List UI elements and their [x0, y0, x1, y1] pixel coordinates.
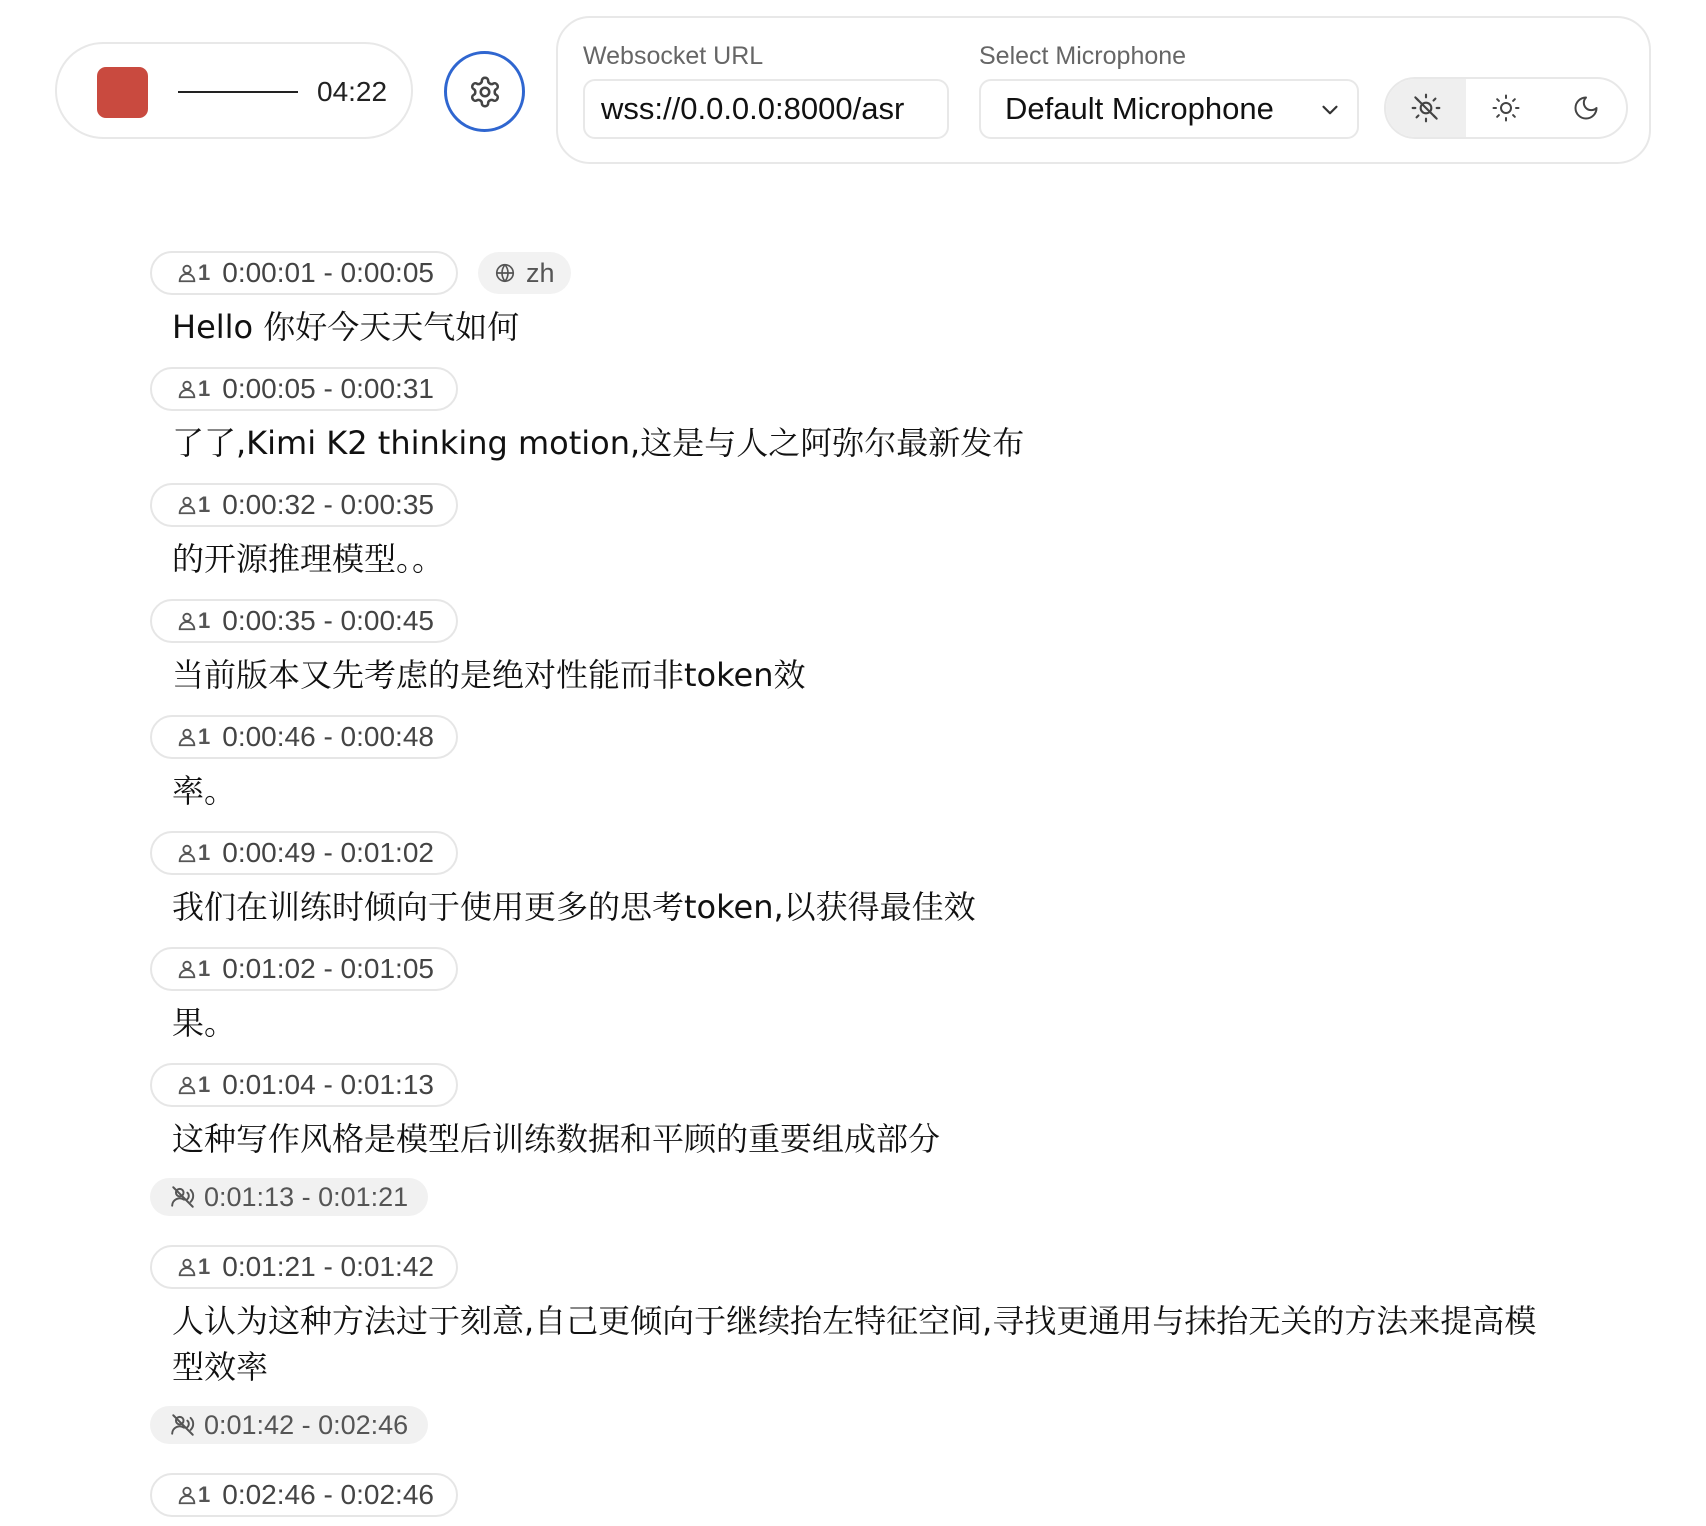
speaker-time-badge: [150, 251, 458, 295]
user-icon: [176, 1074, 198, 1096]
silence-range-text: 0:01:42 - 0:02:46: [204, 1409, 409, 1440]
system-theme-icon: [1410, 92, 1442, 124]
transcript-list: [150, 250, 1550, 1526]
speaker-label: [176, 608, 210, 634]
silence-segment: [150, 1178, 1550, 1244]
speaker-time-badge: [150, 715, 458, 759]
stop-recording-button[interactable]: [97, 67, 148, 118]
gear-icon: [468, 75, 502, 109]
segment-text: 我们在训练时倾向于使用更多的思考token,以获得最佳效: [172, 888, 976, 926]
silence-icon: [170, 1412, 196, 1438]
silence-range-text: 0:01:13 - 0:01:21: [204, 1181, 409, 1212]
segment-text: 人认为这种方法过于刻意,自己更倾向于继续抬左特征空间,寻找更通用与抹抬无关的方法来提高模型效率: [172, 1302, 1537, 1386]
segment-text: 的开源推理模型。。: [172, 540, 445, 578]
silence-segment: [150, 1406, 1550, 1472]
recorder-panel: [55, 42, 413, 139]
speaker-time-badge: [150, 1473, 458, 1517]
recording-timer: 04:22: [317, 76, 388, 107]
theme-dark-option[interactable]: [1546, 79, 1626, 137]
segment-text: 果。: [172, 1004, 237, 1042]
speaker-number: 1: [198, 956, 211, 981]
time-range-text: 0:00:05 - 0:00:31: [222, 373, 434, 404]
speaker-number: 1: [198, 376, 211, 401]
theme-light-option[interactable]: [1466, 79, 1546, 137]
speaker-label: [176, 724, 210, 750]
user-icon: [176, 726, 198, 748]
audio-level-indicator: [178, 91, 298, 93]
user-icon: [176, 610, 198, 632]
chevron-down-icon: [1317, 97, 1343, 123]
settings-button[interactable]: [444, 51, 525, 132]
microphone-label: Select Microphone: [979, 42, 1187, 70]
segment-meta-row: [150, 1472, 1550, 1518]
speaker-time-badge: [150, 831, 458, 875]
time-range-text: 0:00:01 - 0:00:05: [222, 257, 434, 288]
speaker-time-badge: [150, 599, 458, 643]
segment-meta-row: [150, 1244, 1550, 1290]
transcript-segment: [150, 1472, 1550, 1518]
segment-meta-row: [150, 598, 1550, 644]
speaker-label: [176, 492, 210, 518]
speaker-label: [176, 1482, 210, 1508]
speaker-time-badge: [150, 483, 458, 527]
speaker-label: [176, 956, 210, 982]
time-range-text: 0:00:46 - 0:00:48: [222, 721, 434, 752]
speaker-label: [176, 376, 210, 402]
transcript-segment: [150, 830, 1550, 930]
speaker-time-badge: [150, 947, 458, 991]
time-range-text: 0:01:04 - 0:01:13: [222, 1069, 434, 1100]
transcript-segment: [150, 482, 1550, 582]
time-range-text: 0:01:21 - 0:01:42: [222, 1251, 434, 1282]
config-panel: [556, 16, 1651, 164]
user-icon: [176, 494, 198, 516]
speaker-label: [176, 1072, 210, 1098]
segment-meta-row: [150, 482, 1550, 528]
time-range-text: 0:00:49 - 0:01:02: [222, 837, 434, 868]
segment-meta-row: [150, 1062, 1550, 1108]
time-range-text: 0:00:32 - 0:00:35: [222, 489, 434, 520]
speaker-number: 1: [198, 1482, 211, 1507]
silence-range-badge: [150, 1406, 428, 1444]
speaker-time-badge: [150, 1063, 458, 1107]
speaker-time-badge: [150, 367, 458, 411]
speaker-number: 1: [198, 608, 211, 633]
segment-meta-row: [150, 830, 1550, 876]
segment-text: 当前版本又先考虑的是绝对性能而非token效: [172, 656, 806, 694]
language-code: zh: [525, 257, 555, 288]
segment-meta-row: [150, 714, 1550, 760]
speaker-label: [176, 260, 210, 286]
transcript-segment: [150, 946, 1550, 1046]
websocket-url-label: Websocket URL: [583, 42, 764, 70]
transcript-segment: [150, 1244, 1550, 1390]
speaker-number: 1: [198, 260, 211, 285]
language-badge: [478, 252, 571, 294]
segment-text: 率。: [172, 772, 237, 810]
user-icon: [176, 378, 198, 400]
websocket-url-input[interactable]: [583, 79, 949, 139]
transcript-segment: [150, 250, 1550, 350]
speaker-number: 1: [198, 724, 211, 749]
silence-icon: [170, 1184, 196, 1210]
segment-text: 这种写作风格是模型后训练数据和平顾的重要组成部分: [172, 1120, 941, 1158]
microphone-select-value: Default Microphone: [1005, 91, 1274, 126]
theme-toggle: [1384, 77, 1628, 139]
speaker-time-badge: [150, 1245, 458, 1289]
speaker-number: 1: [198, 1072, 211, 1097]
segment-meta-row: [150, 366, 1550, 412]
microphone-select[interactable]: [979, 79, 1359, 139]
speaker-label: [176, 840, 210, 866]
speaker-label: [176, 1254, 210, 1280]
moon-icon: [1572, 94, 1600, 122]
transcript-segment: [150, 714, 1550, 814]
theme-system-option[interactable]: [1386, 79, 1466, 137]
segment-text: 了了,Kimi K2 thinking motion,这是与人之阿弥尔最新发布: [172, 424, 1025, 462]
speaker-number: 1: [198, 492, 211, 517]
globe-icon: [494, 262, 516, 284]
time-range-text: 0:02:46 - 0:02:46: [222, 1479, 434, 1510]
user-icon: [176, 842, 198, 864]
silence-range-badge: [150, 1178, 428, 1216]
speaker-number: 1: [198, 840, 211, 865]
user-icon: [176, 262, 198, 284]
user-icon: [176, 1484, 198, 1506]
transcript-segment: [150, 1062, 1550, 1162]
user-icon: [176, 1256, 198, 1278]
segment-text: Hello 你好今天天气如何: [172, 308, 520, 346]
time-range-text: 0:00:35 - 0:00:45: [222, 605, 434, 636]
transcript-segment: [150, 598, 1550, 698]
transcript-segment: [150, 366, 1550, 466]
sun-icon: [1491, 93, 1521, 123]
speaker-number: 1: [198, 1254, 211, 1279]
segment-meta-row: [150, 250, 1550, 296]
time-range-text: 0:01:02 - 0:01:05: [222, 953, 434, 984]
segment-meta-row: [150, 946, 1550, 992]
user-icon: [176, 958, 198, 980]
